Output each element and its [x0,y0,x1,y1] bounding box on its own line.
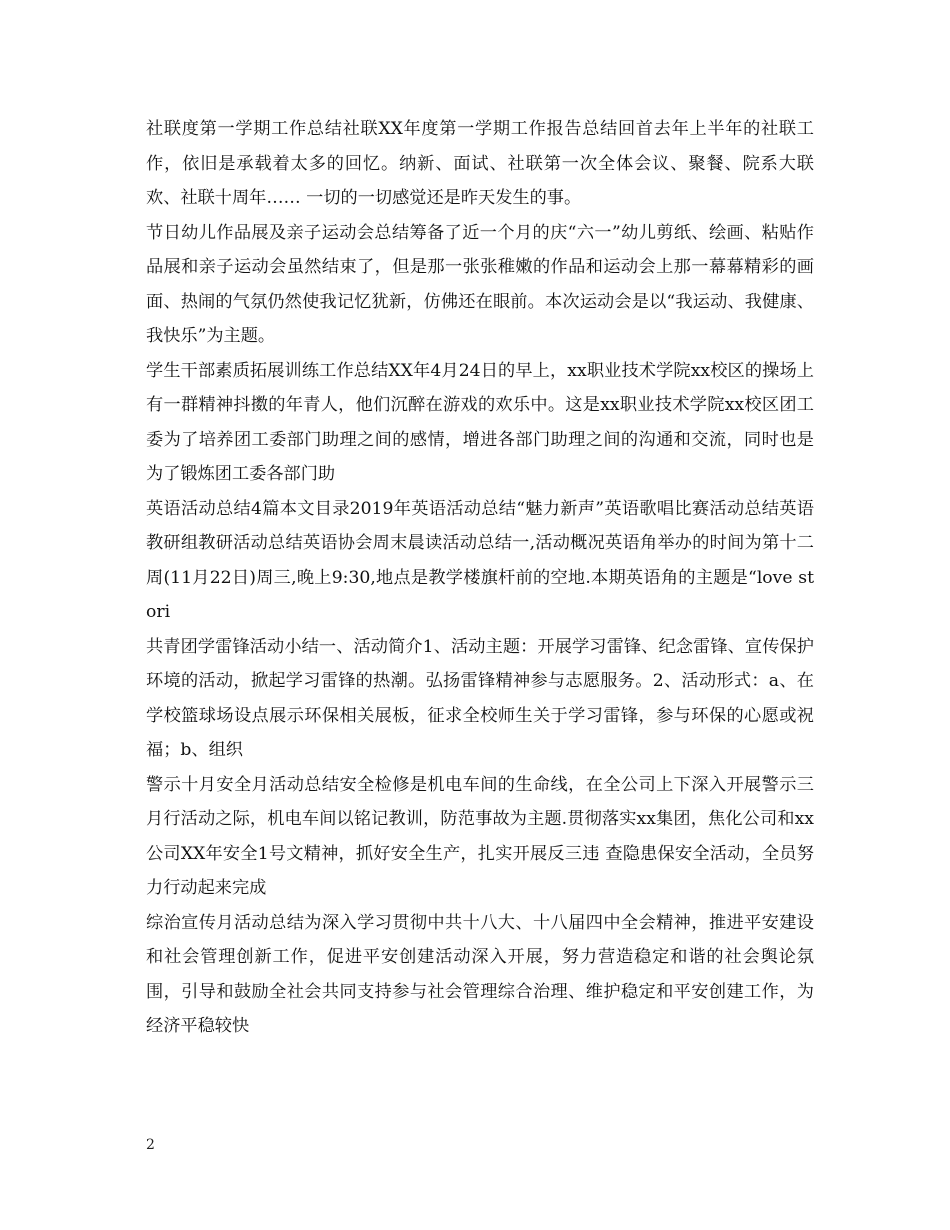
paragraph-4: 英语活动总结4篇本文目录2019年英语活动总结“魅力新声”英语歌唱比赛活动总结英语教研组教研活动总结英语协会周末晨读活动总结一,活动概况英语角举办的时间为第十二周(11月22日)周三,晚上9:30,地点是教学楼旗杆前的空地.本期英语角的主题是“love stori [146,498,814,622]
document-body [146,112,814,1044]
paragraph-6: 警示十月安全月活动总结安全检修是机电车间的生命线，在全公司上下深入开展警示三月行活动之际，机电车间以铭记教训，防范事故为主题.贯彻落实xx集团，焦化公司和xx公司XX年安全1号文精神，抓好安全生产，扎实开展反三违 查隐患保安全活动，全员努力行动起来完成 [146,774,814,898]
paragraph-7: 综治宣传月活动总结为深入学习贯彻中共十八大、十八届四中全会精神，推进平安建设和社会管理创新工作，促进平安创建活动深入开展，努力营造稳定和谐的社会舆论氛围，引导和鼓励全社会共同支持参与社会管理综合治理、维护稳定和平安创建工作，为经济平稳较快 [146,912,814,1036]
paragraph-2: 节日幼儿作品展及亲子运动会总结筹备了近一个月的庆“六一”幼儿剪纸、绘画、粘贴作品展和亲子运动会虽然结束了，但是那一张张稚嫩的作品和运动会上那一幕幕精彩的画面、热闹的气氛仍然使我记忆犹新，仿佛还在眼前。本次运动会是以“我运动、我健康、我快乐”为主题。 [146,222,814,346]
paragraph-3: 学生干部素质拓展训练工作总结XX年4月24日的早上，xx职业技术学院xx校区的操场上有一群精神抖擞的年青人，他们沉醉在游戏的欢乐中。这是xx职业技术学院xx校区团工委为了培养团工委部门助理之间的感情，增进各部门助理之间的沟通和交流，同时也是为了锻炼团工委各部门助 [146,360,814,484]
paragraph-5: 共青团学雷锋活动小结一、活动简介1、活动主题：开展学习雷锋、纪念雷锋、宣传保护环境的活动，掀起学习雷锋的热潮。弘扬雷锋精神参与志愿服务。2、活动形式：a、在学校篮球场设点展示环保相关展板，征求全校师生关于学习雷锋，参与环保的心愿或祝福；b、组织 [146,636,814,760]
paragraph-1: 社联度第一学期工作总结社联XX年度第一学期工作报告总结回首去年上半年的社联工作，依旧是承载着太多的回忆。纳新、面试、社联第一次全体会议、聚餐、院系大联欢、社联十周年…… 一切的一切感觉还是昨天发生的事。 [146,119,814,208]
page-number: 2 [146,1137,155,1153]
